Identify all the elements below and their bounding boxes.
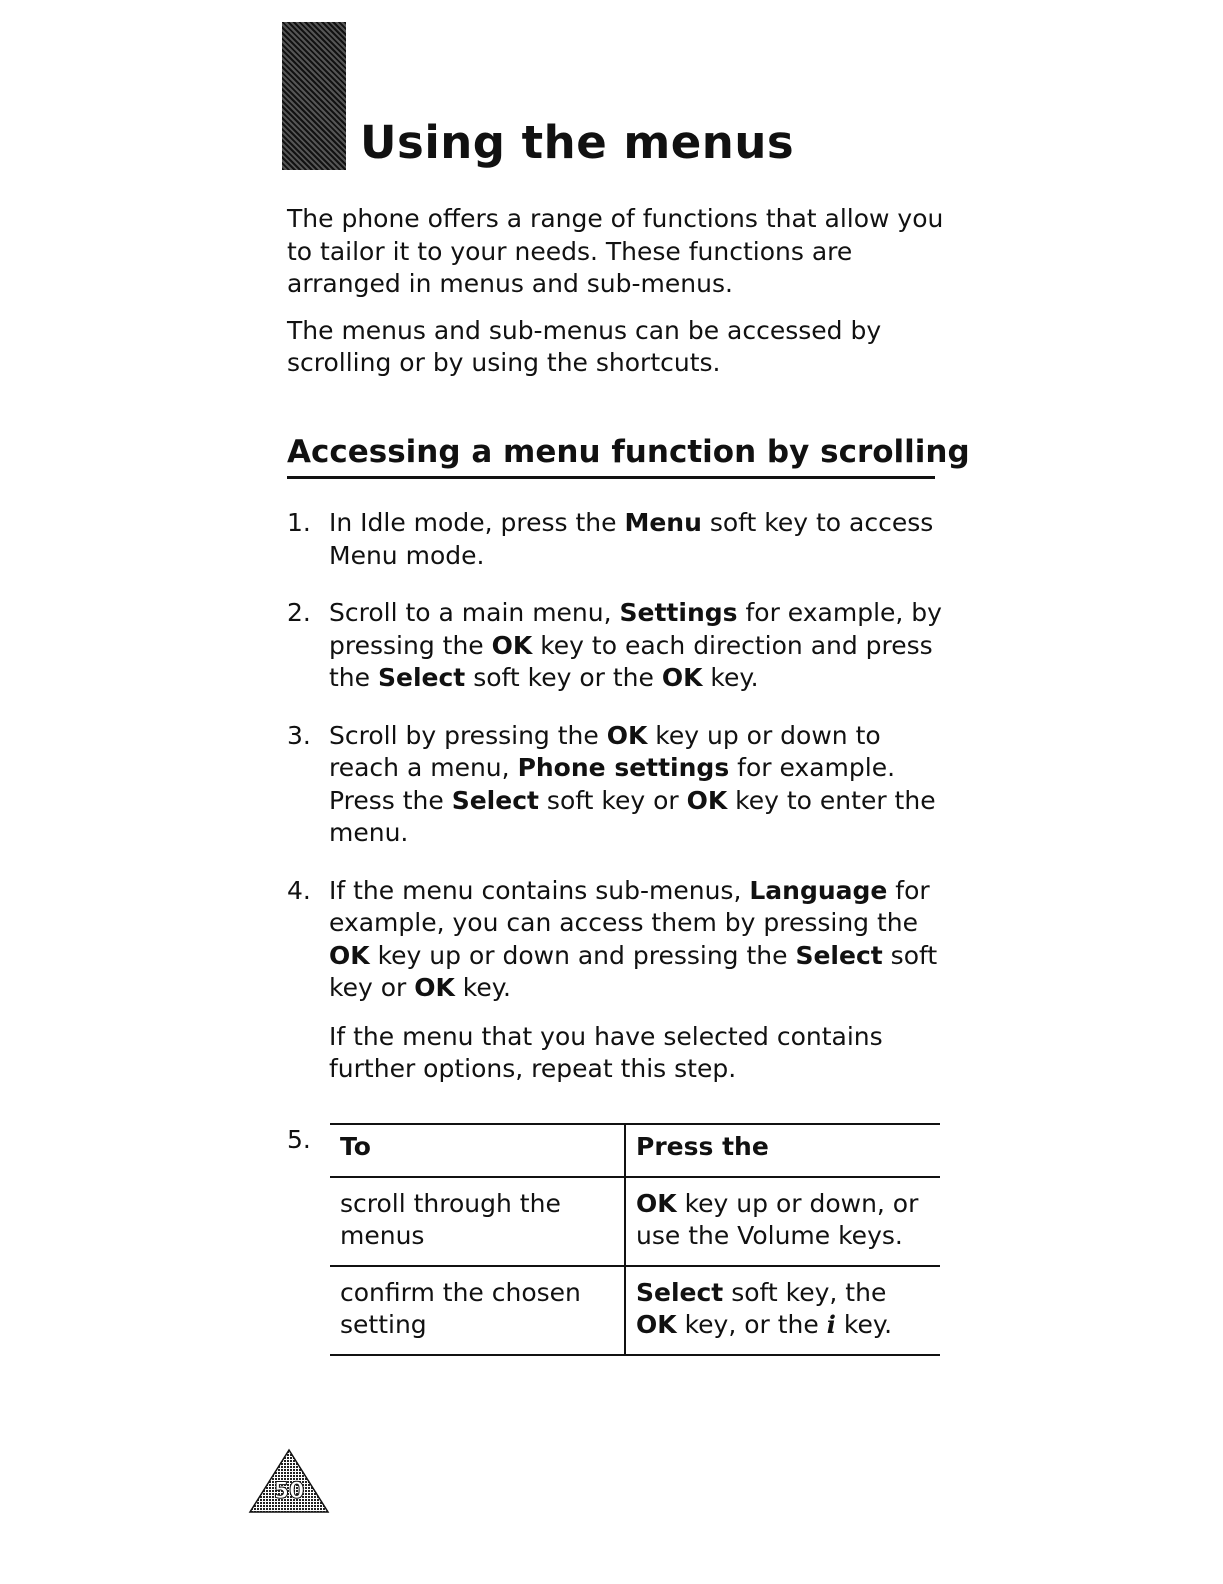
cell-text: key. bbox=[843, 1310, 893, 1339]
step-text: Scroll by pressing the bbox=[329, 720, 607, 750]
table-row bbox=[330, 1177, 940, 1266]
intro-paragraph-2: The menus and sub-menus can be accessed by scrolling or by using the shortcuts. bbox=[287, 315, 882, 377]
key-name-select: Select bbox=[451, 785, 539, 815]
step-text: soft key to access Menu mode. bbox=[329, 508, 934, 570]
steps-list bbox=[287, 507, 947, 1111]
step-text: If the menu contains sub-menus, bbox=[329, 875, 750, 905]
key-name-ok: OK bbox=[491, 630, 533, 660]
step-text: for example, you can access them by pressing the bbox=[329, 875, 930, 937]
step-text: key to enter the menu. bbox=[329, 785, 936, 847]
step-text: key. bbox=[702, 663, 759, 692]
chapter-marker-block bbox=[282, 22, 346, 170]
key-name-select: Select bbox=[377, 663, 466, 692]
step-text: soft key or bbox=[538, 785, 687, 815]
step-text: for example, by pressing the bbox=[329, 598, 942, 660]
key-name-ok: OK bbox=[636, 1188, 677, 1218]
step-1 bbox=[287, 507, 947, 572]
step-text: key. bbox=[454, 973, 511, 1002]
info-key-icon: i bbox=[826, 1310, 836, 1339]
step-text: Scroll to a main menu, bbox=[329, 598, 620, 627]
key-name-ok: OK bbox=[329, 940, 370, 970]
column-header-to: To bbox=[330, 1124, 625, 1177]
step-number: 1. bbox=[287, 508, 311, 537]
key-name-select: Select bbox=[795, 940, 883, 970]
cell-text: key up or down, or use the Volume keys. bbox=[636, 1188, 919, 1250]
key-name-ok: OK bbox=[606, 720, 648, 750]
menu-name-language: Language bbox=[749, 875, 888, 905]
key-name-ok: OK bbox=[686, 785, 728, 815]
table-cell-to: scroll through the menus bbox=[330, 1177, 625, 1266]
menu-name-phone-settings: Phone settings bbox=[517, 753, 730, 782]
intro-paragraph-1: The phone offers a range of functions that allow you to tailor it to your needs. These functions are arranged in menus and sub-menus. bbox=[287, 204, 944, 298]
key-name-menu: Menu bbox=[624, 508, 702, 537]
column-header-press: Press the bbox=[625, 1124, 940, 1177]
intro-text bbox=[287, 203, 947, 394]
key-name-ok: OK bbox=[661, 663, 703, 692]
step-number: 4. bbox=[287, 875, 311, 905]
step-text: In Idle mode, press the bbox=[329, 508, 625, 537]
table-cell-press bbox=[625, 1177, 940, 1266]
key-action-table bbox=[330, 1123, 940, 1356]
step-text: for example. Press the bbox=[329, 753, 896, 815]
step-number: 2. bbox=[287, 598, 311, 627]
table-cell-to: confirm the chosen setting bbox=[330, 1266, 625, 1355]
step-5-number: 5. bbox=[287, 1125, 311, 1154]
table-header-row bbox=[330, 1124, 940, 1177]
step-4-note: If the menu that you have selected contains further options, repeat this step. bbox=[329, 1021, 883, 1083]
step-3 bbox=[287, 720, 947, 850]
cell-text: key, or the bbox=[676, 1310, 819, 1339]
step-2 bbox=[287, 597, 947, 695]
menu-name-settings: Settings bbox=[619, 598, 738, 627]
cell-text: soft key, the bbox=[723, 1277, 887, 1307]
chapter-title: Using the menus bbox=[360, 116, 795, 169]
key-name-ok: OK bbox=[414, 973, 455, 1002]
step-text: soft key or the bbox=[465, 663, 662, 692]
step-text: key up or down to reach a menu, bbox=[329, 720, 881, 782]
step-number: 3. bbox=[287, 720, 311, 750]
step-text: key to each direction and press the bbox=[329, 630, 933, 692]
step-text: key up or down and pressing the bbox=[369, 940, 796, 970]
step-4 bbox=[287, 875, 947, 1086]
table-cell-press bbox=[625, 1266, 940, 1355]
section-title: Accessing a menu function by scrolling bbox=[287, 432, 935, 479]
table-row bbox=[330, 1266, 940, 1355]
key-name-select: Select bbox=[636, 1277, 724, 1307]
key-name-ok: OK bbox=[636, 1310, 677, 1339]
page-number: 50 bbox=[273, 1479, 305, 1504]
step-text: soft key or bbox=[329, 940, 938, 1002]
